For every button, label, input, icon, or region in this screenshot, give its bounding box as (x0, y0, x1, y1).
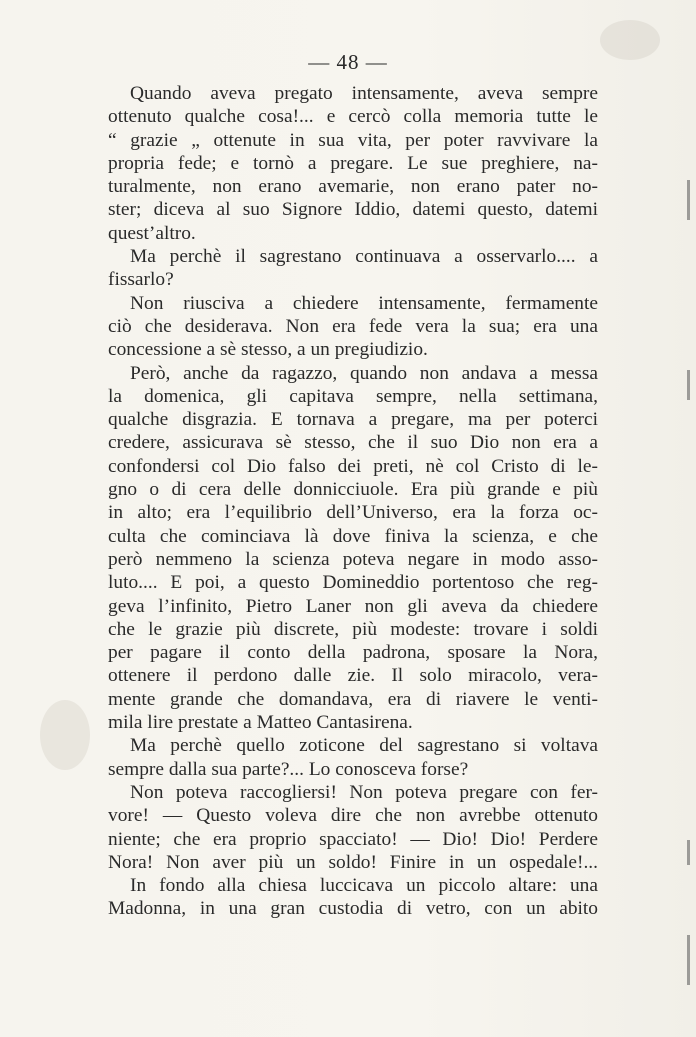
text-line: geva l’infinito, Pietro Laner non gli aveva da chiedere (108, 595, 598, 617)
text-line: Madonna, in una gran custodia di vetro, con un abito (108, 898, 598, 920)
text-line: Ma perchè il sagrestano continuava a osservarlo.... a (130, 246, 598, 268)
text-line: in alto; era l’equilibrio dell’Universo, era la forza oc- (108, 502, 598, 524)
text-line: confondersi col Dio falso dei preti, nè col Cristo di le- (108, 455, 598, 477)
text-line: credere, assicurava sè stesso, che il suo Dio non era a (108, 432, 598, 454)
text-line: sempre dalla sua parte?... Lo conosceva forse? (108, 758, 469, 780)
text-line: Ma perchè quello zoticone del sagrestano si voltava (130, 735, 598, 757)
text-line: mente grande che domandava, era di riavere le venti- (108, 688, 598, 710)
text-line: culta che cominciava là dove finiva la scienza, e che (108, 525, 598, 547)
page-edge-mark (687, 935, 690, 985)
text-line: luto.... E poi, a questo Domineddio portentoso che reg- (108, 572, 598, 594)
text-line: Però, anche da ragazzo, quando non andava a messa (130, 362, 598, 384)
text-line: concessione a sè stesso, a un pregiudizio. (108, 339, 428, 361)
text-line: ciò che desiderava. Non era fede vera la sua; era una (108, 315, 598, 337)
text-line: fissarlo? (108, 269, 174, 291)
text-line: vore! — Questo voleva dire che non avrebbe ottenuto (108, 805, 598, 827)
text-line: ottenere il perdono dalle zie. Il solo miracolo, vera- (108, 665, 598, 687)
page-edge-mark (687, 840, 690, 865)
text-line: qualche disgrazia. E tornava a pregare, ma per poterci (108, 409, 598, 431)
text-line: la domenica, gli capitava sempre, nella settimana, (108, 385, 598, 407)
text-line: Non poteva raccogliersi! Non poteva pregare con fer- (130, 781, 598, 803)
text-line: turalmente, non erano avemarie, non erano pater no- (108, 176, 598, 198)
text-line: per pagare il conto della padrona, sposare la Nora, (108, 642, 598, 664)
text-line: però nemmeno la scienza poteva negare in modo asso- (108, 548, 598, 570)
text-line: Nora! Non aver più un soldo! Finire in un ospedale!... (108, 851, 598, 873)
page-edge-mark (687, 180, 690, 220)
text-line: ster; diceva al suo Signore Iddio, datemi questo, datemi (108, 199, 598, 221)
text-line: propria fede; e tornò a pregare. Le sue preghiere, na- (108, 152, 598, 174)
text-line: ottenuto qualche cosa!... e cercò colla memoria tutte le (108, 106, 598, 128)
page-number: — 48 — (308, 50, 388, 74)
text-line: In fondo alla chiesa luccicava un piccolo altare: una (130, 875, 598, 897)
text-line: quest’altro. (108, 222, 196, 244)
text-line: mila lire prestate a Matteo Cantasirena. (108, 712, 413, 734)
text-line: Non riusciva a chiedere intensamente, fermamente (130, 292, 598, 314)
page-edge-mark (687, 370, 690, 400)
text-line: che le grazie più discrete, più modeste: trovare i soldi (108, 618, 598, 640)
paper-stain (40, 700, 90, 770)
text-line: “ grazie „ ottenute in sua vita, per poter ravvivare la (108, 129, 598, 151)
text-line: Quando aveva pregato intensamente, aveva sempre (130, 83, 598, 104)
text-line: gno o di cera delle donnicciuole. Era più grande e più (108, 479, 598, 501)
body-text (108, 82, 598, 921)
text-line: niente; che era proprio spacciato! — Dio! Dio! Perdere (108, 828, 598, 850)
